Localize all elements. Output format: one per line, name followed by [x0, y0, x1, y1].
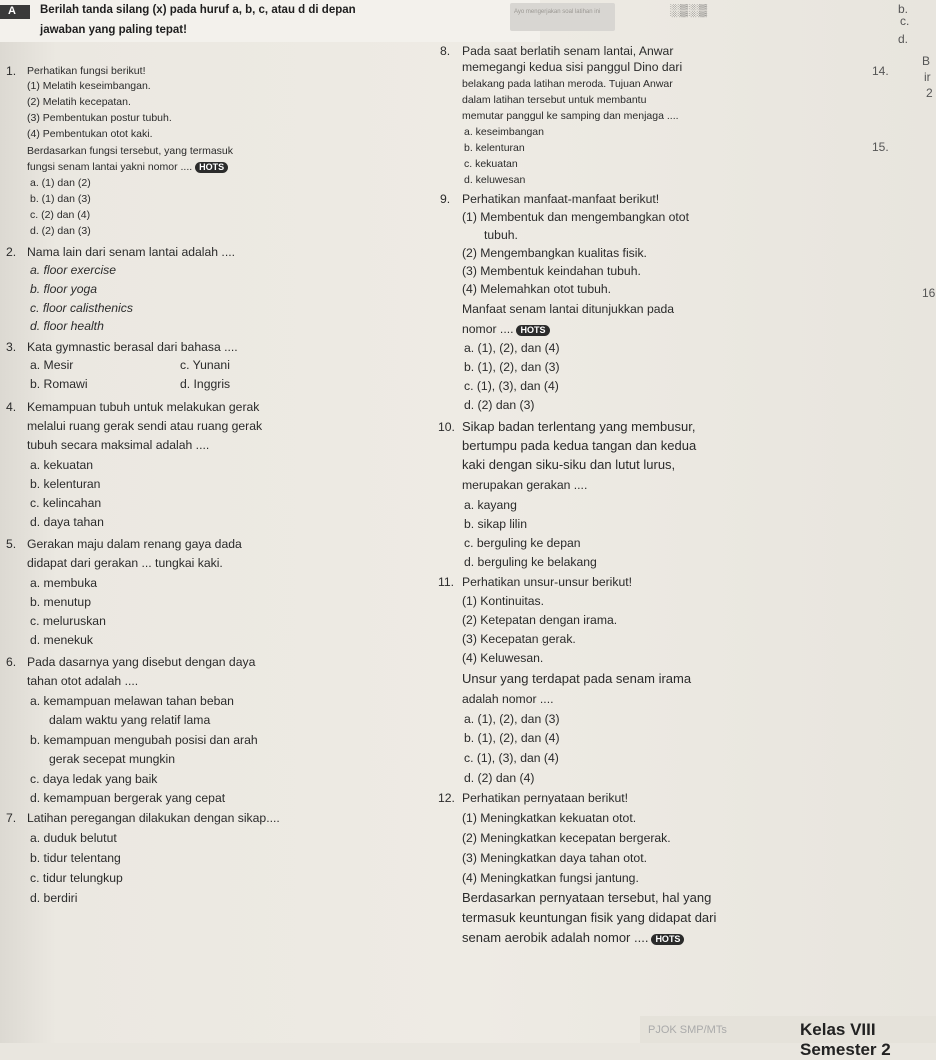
q1-question: Berdasarkan fungsi tersebut, yang termasuk [27, 145, 234, 157]
q12-question: termasuk keuntungan fisik yang didapat dari [462, 910, 717, 925]
q7-number: 7. [6, 811, 17, 825]
q5-option-b[interactable]: b. menutup [30, 595, 91, 609]
q2-number: 2. [6, 245, 17, 259]
q11-option-b[interactable]: b. (1), (2), dan (4) [464, 731, 560, 745]
scribble-mark: ░▒░▒ [670, 3, 709, 17]
q7-option-b[interactable]: b. tidur telentang [30, 851, 121, 865]
q11-item: (3) Kecepatan gerak. [462, 632, 576, 646]
q9-question: Manfaat senam lantai ditunjukkan pada [462, 302, 675, 316]
margin-note-c: c. [900, 14, 910, 28]
q3-option-a[interactable]: a. Mesir [30, 358, 74, 372]
q1-number: 1. [6, 64, 17, 78]
q6-option-d[interactable]: d. kemampuan bergerak yang cepat [30, 791, 226, 805]
q4-line: Kemampuan tubuh untuk melakukan gerak [27, 400, 260, 414]
q10-line: merupakan gerakan .... [462, 478, 588, 492]
q5-option-d[interactable]: d. menekuk [30, 633, 94, 647]
q8-option-c[interactable]: c. kekuatan [464, 158, 518, 170]
instruction-line-2: jawaban yang paling tepat! [40, 24, 187, 36]
q1-option-b[interactable]: b. (1) dan (3) [30, 193, 91, 205]
q1-item: (1) Melatih keseimbangan. [27, 80, 151, 92]
q8-number: 8. [440, 44, 451, 58]
q7-option-c[interactable]: c. tidur telungkup [30, 871, 123, 885]
q12-question-text: senam aerobik adalah nomor .... [462, 930, 649, 945]
margin-note-2: 2 [926, 86, 933, 100]
q8-option-d[interactable]: d. keluwesan [464, 174, 526, 186]
q11-question: Unsur yang terdapat pada senam irama [462, 671, 692, 686]
q6-line: tahan otot adalah .... [27, 674, 139, 688]
q7-stem: Latihan peregangan dilakukan dengan sikap.... [27, 811, 280, 825]
q9-option-c[interactable]: c. (1), (3), dan (4) [464, 379, 559, 393]
margin-note-15: 15. [872, 140, 889, 154]
q9-item: (4) Melemahkan otot tubuh. [462, 282, 612, 296]
q11-option-d[interactable]: d. (2) dan (4) [464, 771, 535, 785]
q1-question-text: fungsi senam lantai yakni nomor .... [27, 161, 193, 173]
q10-option-d[interactable]: d. berguling ke belakang [464, 555, 597, 569]
margin-note-14: 14. [872, 64, 889, 78]
q5-option-c[interactable]: c. meluruskan [30, 614, 106, 628]
q7-option-d[interactable]: d. berdiri [30, 891, 78, 905]
q9-item: (1) Membentuk dan mengembangkan otot [462, 210, 689, 224]
q4-option-a[interactable]: a. kekuatan [30, 458, 94, 472]
q3-option-c[interactable]: c. Yunani [180, 358, 230, 372]
margin-note-ir: ir [924, 70, 931, 84]
q5-number: 5. [6, 537, 17, 551]
q9-number: 9. [440, 192, 451, 206]
q1-option-a[interactable]: a. (1) dan (2) [30, 177, 91, 189]
q12-number: 12. [438, 791, 455, 805]
q4-option-c[interactable]: c. kelincahan [30, 496, 102, 510]
q11-question-cont: adalah nomor .... [462, 692, 554, 706]
q12-stem: Perhatikan pernyataan berikut! [462, 791, 628, 805]
section-marker-letter: A [8, 5, 16, 17]
q9-item-cont: tubuh. [484, 228, 518, 242]
margin-note-16: 16 [922, 286, 936, 300]
q12-item: (4) Meningkatkan fungsi jantung. [462, 871, 639, 885]
q10-option-a[interactable]: a. kayang [464, 498, 517, 512]
q5-line: Gerakan maju dalam renang gaya dada [27, 537, 242, 551]
q3-option-b[interactable]: b. Romawi [30, 377, 88, 391]
q6-number: 6. [6, 655, 17, 669]
q4-option-d[interactable]: d. daya tahan [30, 515, 104, 529]
q9-option-d[interactable]: d. (2) dan (3) [464, 398, 535, 412]
q11-number: 11. [438, 575, 455, 589]
q12-question: Berdasarkan pernyataan tersebut, hal yang [462, 890, 712, 905]
q1-item: (2) Melatih kecepatan. [27, 96, 131, 108]
margin-note-b: b. [898, 2, 909, 16]
q6-option-b[interactable]: b. kemampuan mengubah posisi dan arah [30, 733, 258, 747]
footer-faint-text: PJOK SMP/MTs [648, 1024, 727, 1036]
q2-stem: Nama lain dari senam lantai adalah .... [27, 245, 235, 259]
q1-option-c[interactable]: c. (2) dan (4) [30, 209, 91, 221]
q6-option-a-cont: dalam waktu yang relatif lama [49, 713, 211, 727]
q10-line: bertumpu pada kedua tangan dan kedua [462, 438, 697, 453]
q9-option-a[interactable]: a. (1), (2), dan (4) [464, 341, 560, 355]
q5-line: didapat dari gerakan ... tungkai kaki. [27, 556, 223, 570]
q3-number: 3. [6, 340, 17, 354]
q1-option-d[interactable]: d. (2) dan (3) [30, 225, 91, 237]
q2-option-a[interactable]: a. floor exercise [30, 263, 117, 277]
q10-line: kaki dengan siku-siku dan lutut lurus, [462, 457, 676, 472]
q8-line: Pada saat berlatih senam lantai, Anwar [462, 44, 674, 58]
q11-item: (1) Kontinuitas. [462, 594, 544, 608]
q6-option-b-cont: gerak secepat mungkin [49, 752, 176, 766]
q6-option-a[interactable]: a. kemampuan melawan tahan beban [30, 694, 234, 708]
q11-stem: Perhatikan unsur-unsur berikut! [462, 575, 633, 589]
left-column [0, 0, 440, 1043]
q3-option-d[interactable]: d. Inggris [180, 377, 231, 391]
q8-option-a[interactable]: a. keseimbangan [464, 126, 544, 138]
q10-line: Sikap badan terlentang yang membusur, [462, 419, 696, 434]
q6-line: Pada dasarnya yang disebut dengan daya [27, 655, 256, 669]
q8-line: dalam latihan tersebut untuk membantu [462, 94, 647, 106]
q9-item: (2) Mengembangkan kualitas fisik. [462, 246, 647, 260]
q8-option-b[interactable]: b. kelenturan [464, 142, 525, 154]
q1-item: (3) Pembentukan postur tubuh. [27, 112, 172, 124]
q1-question-cont [27, 160, 228, 174]
instruction-line-1: Berilah tanda silang (x) pada huruf a, b, c, atau d di depan [40, 4, 356, 16]
footer-label: Kelas VIII Semester 2 [800, 1020, 891, 1059]
q11-option-a[interactable]: a. (1), (2), dan (3) [464, 712, 560, 726]
right-column [440, 0, 880, 1043]
faded-banner-text: Ayo mengerjakan soal latihan ini [514, 9, 601, 15]
q11-item: (2) Ketepatan dengan irama. [462, 613, 618, 627]
q4-number: 4. [6, 400, 17, 414]
hots-badge: HOTS [651, 934, 684, 945]
q4-line: melalui ruang gerak sendi atau ruang gerak [27, 419, 263, 433]
q3-stem: Kata gymnastic berasal dari bahasa .... [27, 340, 238, 354]
q12-question-cont [462, 931, 684, 945]
q1-stem: Perhatikan fungsi berikut! [27, 65, 146, 77]
q9-item: (3) Membentuk keindahan tubuh. [462, 264, 641, 278]
q10-number: 10. [438, 420, 455, 434]
q4-option-b[interactable]: b. kelenturan [30, 477, 101, 491]
margin-note-B: B [922, 54, 931, 68]
q10-option-b[interactable]: b. sikap lilin [464, 517, 527, 531]
q8-line: memegangi kedua sisi panggul Dino dari [462, 60, 683, 74]
q6-option-c[interactable]: c. daya ledak yang baik [30, 772, 158, 786]
q12-item: (3) Meningkatkan daya tahan otot. [462, 851, 647, 865]
q12-item: (1) Meningkatkan kekuatan otot. [462, 811, 637, 825]
q9-option-b[interactable]: b. (1), (2), dan (3) [464, 360, 560, 374]
q2-option-d[interactable]: d. floor health [30, 319, 104, 333]
q12-item: (2) Meningkatkan kecepatan bergerak. [462, 831, 671, 845]
q8-line: belakang pada latihan meroda. Tujuan Anwar [462, 78, 673, 90]
q7-option-a[interactable]: a. duduk belutut [30, 831, 117, 845]
q9-question-cont [462, 322, 550, 336]
q2-option-c[interactable]: c. floor calisthenics [30, 301, 133, 315]
q5-option-a[interactable]: a. membuka [30, 576, 98, 590]
q10-option-c[interactable]: c. berguling ke depan [464, 536, 581, 550]
q11-item: (4) Keluwesan. [462, 651, 544, 665]
q2-option-b[interactable]: b. floor yoga [30, 282, 98, 296]
q4-line: tubuh secara maksimal adalah .... [27, 438, 210, 452]
q9-stem: Perhatikan manfaat-manfaat berikut! [462, 192, 660, 206]
margin-note-d: d. [898, 32, 909, 46]
hots-badge: HOTS [516, 325, 549, 336]
q9-question-text: nomor .... [462, 322, 514, 336]
q8-line: memutar panggul ke samping dan menjaga .... [462, 110, 679, 122]
hots-badge: HOTS [195, 162, 228, 173]
q11-option-c[interactable]: c. (1), (3), dan (4) [464, 751, 559, 765]
q1-item: (4) Pembentukan otot kaki. [27, 128, 153, 140]
